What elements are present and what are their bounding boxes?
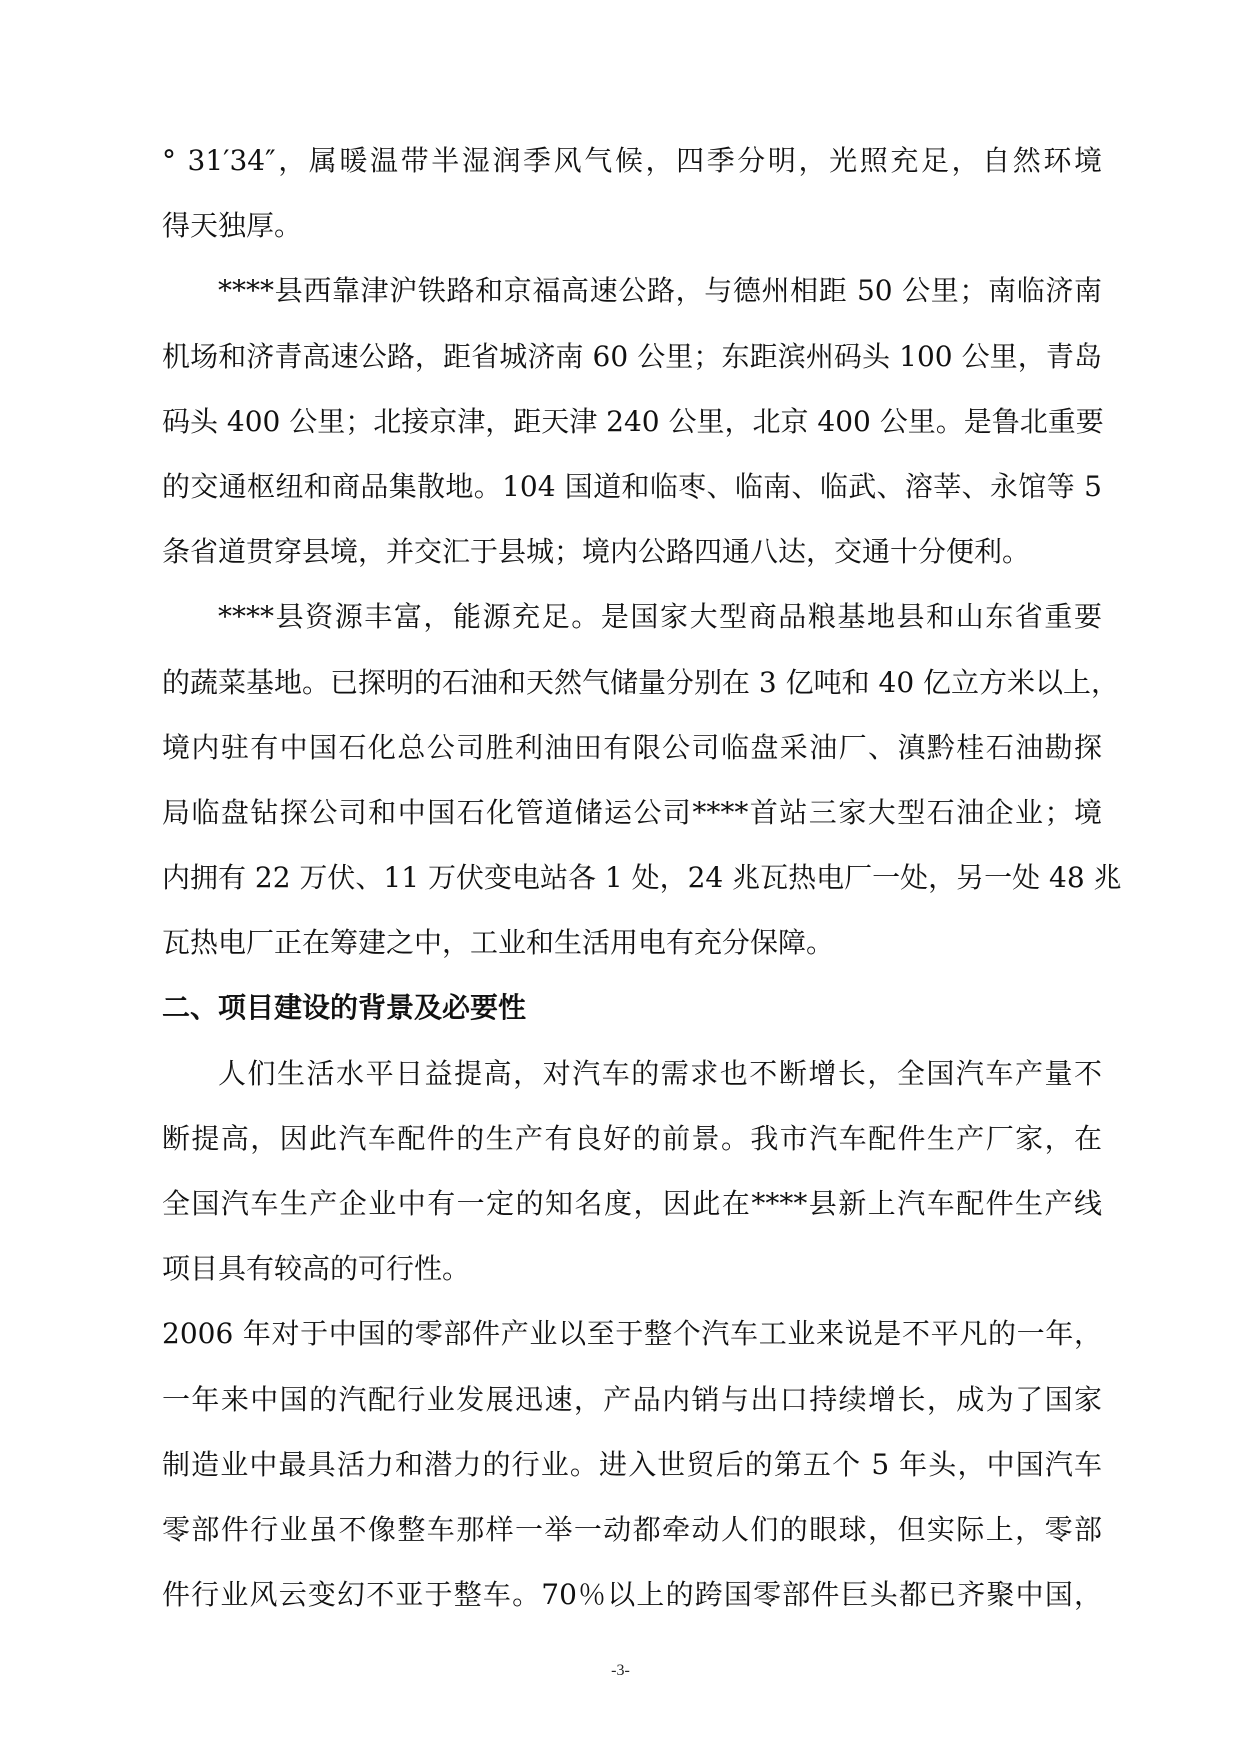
text-line: 内拥有 22 万伏、11 万伏变电站各 1 处，24 兆瓦热电厂一处，另一处 48 兆 (162, 861, 1122, 895)
text-line: 的蔬菜基地。已探明的石油和天然气储量分别在 3 亿吨和 40 亿立方米以上， (162, 665, 1120, 699)
page-number: -3- (611, 1662, 630, 1679)
text-line: ****县资源丰富，能源充足。是国家大型商品粮基地县和山东省重要 (218, 600, 1102, 634)
text-line: 瓦热电厂正在筹建之中，工业和生活用电有充分保障。 (162, 926, 835, 960)
text-line: 项目具有较高的可行性。 (162, 1252, 471, 1286)
text-line: 零部件行业虽不像整车那样一举一动都牵动人们的眼球，但实际上，零部 (162, 1512, 1102, 1546)
text-line: 局临盘钻探公司和中国石化管道储运公司****首站三家大型石油企业；境 (162, 795, 1102, 829)
text-line: 码头 400 公里；北接京津，距天津 240 公里，北京 400 公里。是鲁北重要 (162, 404, 1104, 438)
text-line: 断提高，因此汽车配件的生产有良好的前景。我市汽车配件生产厂家，在 (162, 1121, 1102, 1155)
text-line: 得天独厚。 (162, 209, 303, 243)
text-line: ° 31′34″，属暖温带半湿润季风气候，四季分明，光照充足，自然环境 (162, 144, 1102, 177)
text-line: 2006 年对于中国的零部件产业以至于整个汽车工业来说是不平凡的一年， (162, 1317, 1102, 1351)
text-line: 人们生活水平日益提高，对汽车的需求也不断增长，全国汽车产量不 (218, 1056, 1102, 1090)
text-line: 境内驻有中国石化总公司胜利油田有限公司临盘采油厂、滇黔桂石油勘探 (162, 730, 1102, 764)
text-line: ****县西靠津沪铁路和京福高速公路，与德州相距 50 公里；南临济南 (218, 274, 1102, 308)
section-heading: 二、项目建设的背景及必要性 (162, 991, 527, 1025)
text-line: 制造业中最具活力和潜力的行业。进入世贸后的第五个 5 年头，中国汽车 (162, 1447, 1102, 1481)
text-line: 的交通枢纽和商品集散地。104 国道和临枣、临南、临武、溶莘、永馆等 5 (162, 469, 1102, 503)
text-line: 一年来中国的汽配行业发展迅速，产品内销与出口持续增长，成为了国家 (162, 1382, 1102, 1416)
text-line: 件行业风云变幻不亚于整车。70％以上的跨国零部件巨头都已齐聚中国， (162, 1578, 1102, 1612)
text-line: 全国汽车生产企业中有一定的知名度，因此在****县新上汽车配件生产线 (162, 1187, 1102, 1220)
text-line: 条省道贯穿县境，并交汇于县城；境内公路四通八达，交通十分便利。 (162, 535, 1031, 569)
body-text (162, 128, 1122, 1627)
text-line: 机场和济青高速公路，距省城济南 60 公里；东距滨州码头 100 公里，青岛 (162, 339, 1102, 373)
